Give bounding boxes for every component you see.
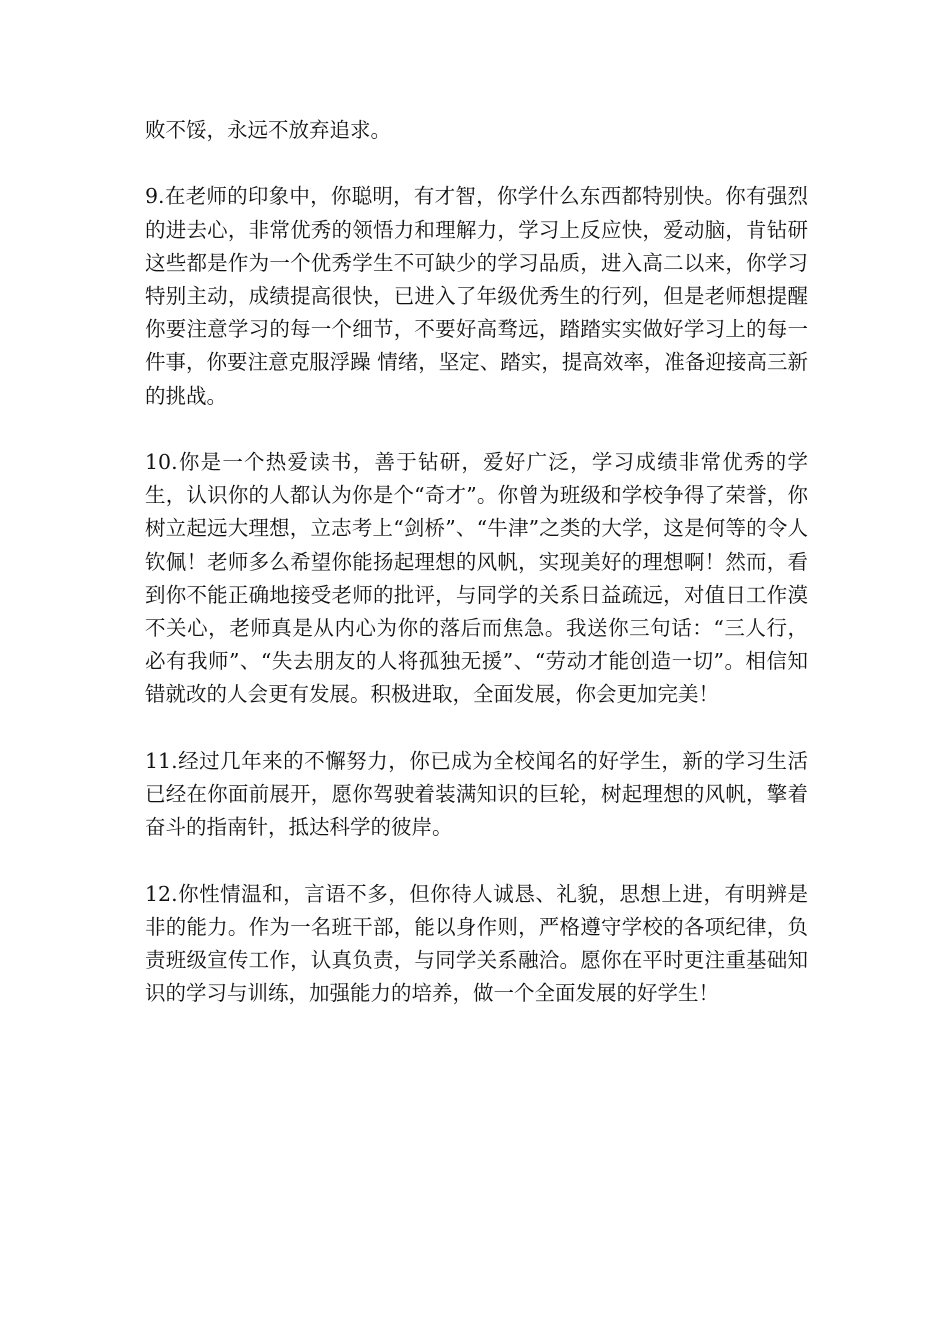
paragraph-10: 10.你是一个热爱读书，善于钻研，爱好广泛，学习成绩非常优秀的学生，认识你的人都认为你是个“奇才”。你曾为班级和学校争得了荣誉，你树立起远大理想，立志考上“剑桥”、“牛津”之类的大学，这是何等的令人钦佩！老师多么希望你能扬起理想的风帆，实现美好的理想啊！然而，看到你不能正确地接受老师的批评，与同学的关系日益疏远，对值日工作漠不关心，老师真是从内心为你的落后而焦急。我送你三句话：“三人行，必有我师”、“失去朋友的人将孤独无援”、“劳动才能创造一切”。相信知错就改的人会更有发展。积极进取，全面发展，你会更加完美！ <box>145 450 808 707</box>
paragraph-9: 9.在老师的印象中，你聪明，有才智，你学什么东西都特别快。你有强烈的进去心，非常优秀的领悟力和理解力，学习上反应快，爱动脑，肯钻研这些都是作为一个优秀学生不可缺少的学习品质，进入高二以来，你学习特别主动，成绩提高很快，已进入了年级优秀生的行列，但是老师想提醒你要注意学习的每一个细节，不要好高骛远，踏踏实实做好学习上的每一件事，你要注意克服浮躁 情绪，坚定、踏实，提高效率，准备迎接高三新的挑战。 <box>145 184 808 408</box>
paragraph-12: 12.你性情温和，言语不多，但你待人诚恳、礼貌，思想上进，有明辨是非的能力。作为一名班干部，能以身作则，严格遵守学校的各项纪律，负责班级宣传工作，认真负责，与同学关系融洽。愿你在平时更注重基础知识的学习与训练，加强能力的培养，做一个全面发展的好学生！ <box>145 881 808 1006</box>
paragraph-continuation: 败不馁，永远不放弃追求。 <box>145 118 391 142</box>
document-body <box>145 114 808 1010</box>
paragraph-11: 11.经过几年来的不懈努力，你已成为全校闻名的好学生，新的学习生活已经在你面前展开，愿你驾驶着装满知识的巨轮，树起理想的风帆，擎着奋斗的指南针，抵达科学的彼岸。 <box>145 748 808 840</box>
